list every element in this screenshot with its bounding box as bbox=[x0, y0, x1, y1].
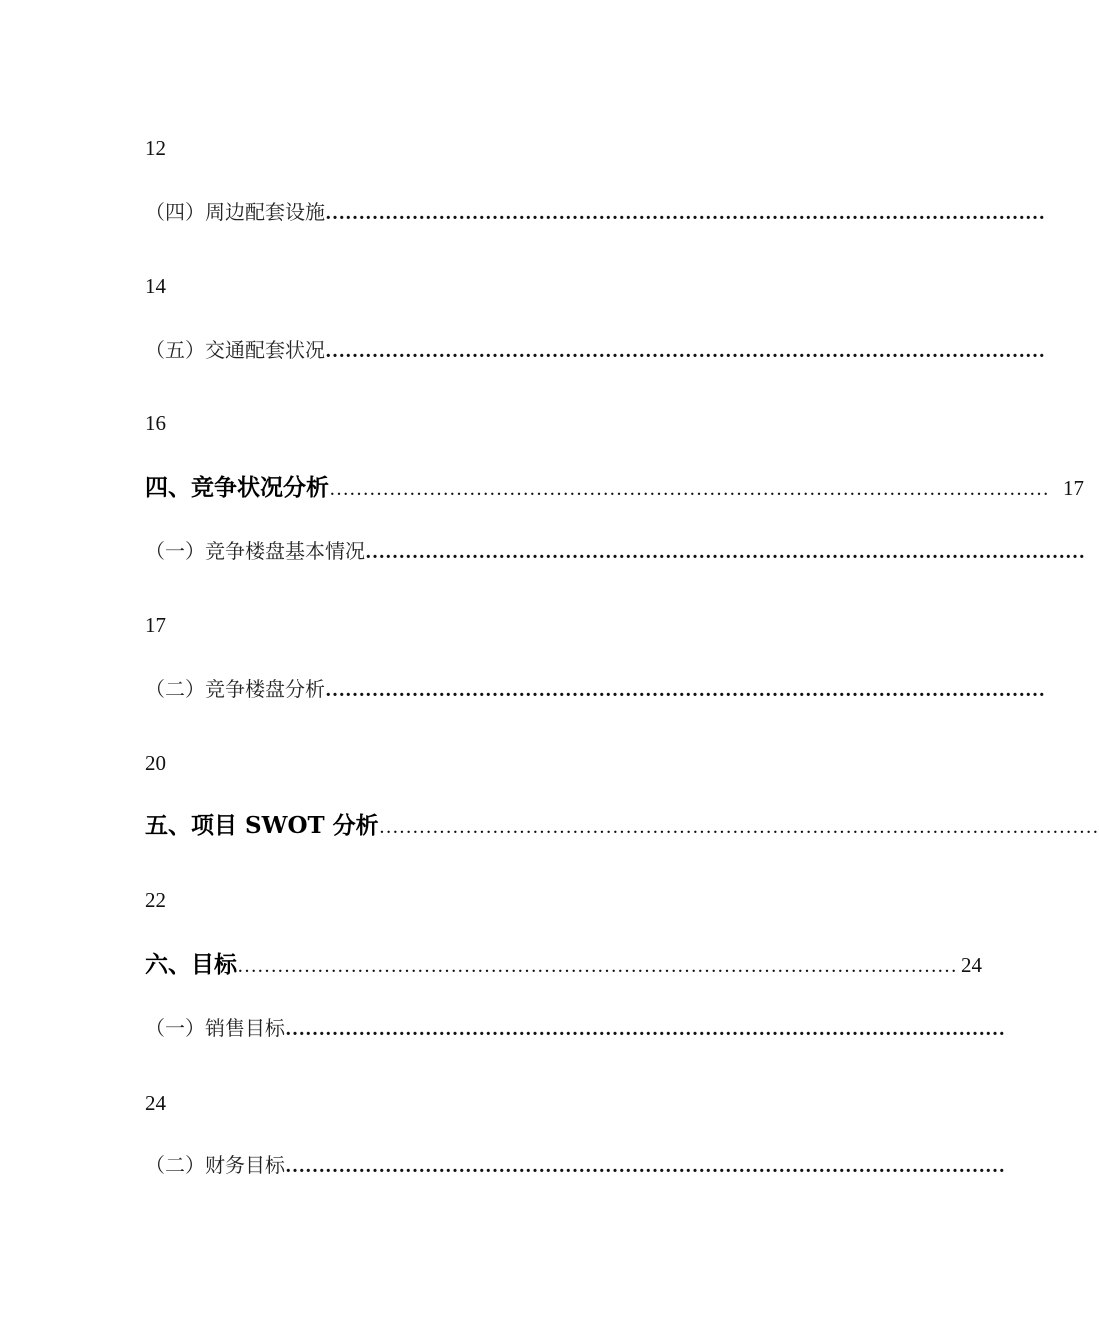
toc-page-number: 22 bbox=[145, 888, 166, 912]
toc-entry[interactable] bbox=[145, 338, 1045, 362]
toc-entry-label: （五）交通配套状况 bbox=[145, 338, 325, 362]
toc-entry-label: （二）财务目标 bbox=[145, 1153, 285, 1177]
toc-entry-label: （二）竞争楼盘分析 bbox=[145, 677, 325, 701]
toc-entry[interactable] bbox=[145, 200, 1045, 224]
toc-entry[interactable] bbox=[145, 474, 1084, 501]
toc-dot-leader: ……………………………………………………………………………………………… bbox=[378, 816, 1099, 838]
toc-page-number: 14 bbox=[145, 274, 166, 298]
toc-page-number: 16 bbox=[145, 411, 166, 435]
toc-entry-label: 六、目标 bbox=[145, 951, 237, 978]
toc-entry-label: （四）周边配套设施 bbox=[145, 200, 325, 224]
toc-entry[interactable] bbox=[145, 677, 1045, 701]
toc-dot-leader: ……………………………………………………………………………………………… bbox=[285, 1155, 1005, 1177]
toc-dot-leader: ……………………………………………………………………………………………… bbox=[329, 478, 1049, 500]
toc-entry-label: 五、项目 SWOT 分析 bbox=[145, 812, 379, 839]
toc-page-number: 24 bbox=[145, 1091, 166, 1115]
toc-page-number: 24 bbox=[961, 953, 982, 977]
toc-entry[interactable] bbox=[145, 1153, 1005, 1177]
toc-dot-leader: ……………………………………………………………………………………………… bbox=[325, 202, 1045, 224]
toc-dot-leader: ……………………………………………………………………………………………… bbox=[325, 679, 1045, 701]
toc-dot-leader: ……………………………………………………………………………………………… bbox=[237, 955, 957, 977]
toc-page-number: 17 bbox=[1063, 476, 1084, 500]
toc-page-number: 20 bbox=[145, 751, 166, 775]
toc-dot-leader: ……………………………………………………………………………………………… bbox=[365, 541, 1085, 563]
toc-entry[interactable] bbox=[145, 539, 1085, 563]
toc-entry-label: 四、竞争状况分析 bbox=[145, 474, 329, 501]
toc-page-number: 12 bbox=[145, 136, 166, 160]
toc-dot-leader: ……………………………………………………………………………………………… bbox=[285, 1018, 1005, 1040]
toc-entry-label: （一）竞争楼盘基本情况 bbox=[145, 539, 365, 563]
toc-page-number: 17 bbox=[145, 613, 166, 637]
toc-entry-label: （一）销售目标 bbox=[145, 1016, 285, 1040]
toc-entry[interactable] bbox=[145, 1016, 1005, 1040]
toc-entry[interactable] bbox=[145, 951, 982, 978]
toc-entry[interactable] bbox=[145, 812, 1099, 839]
toc-dot-leader: ……………………………………………………………………………………………… bbox=[325, 340, 1045, 362]
